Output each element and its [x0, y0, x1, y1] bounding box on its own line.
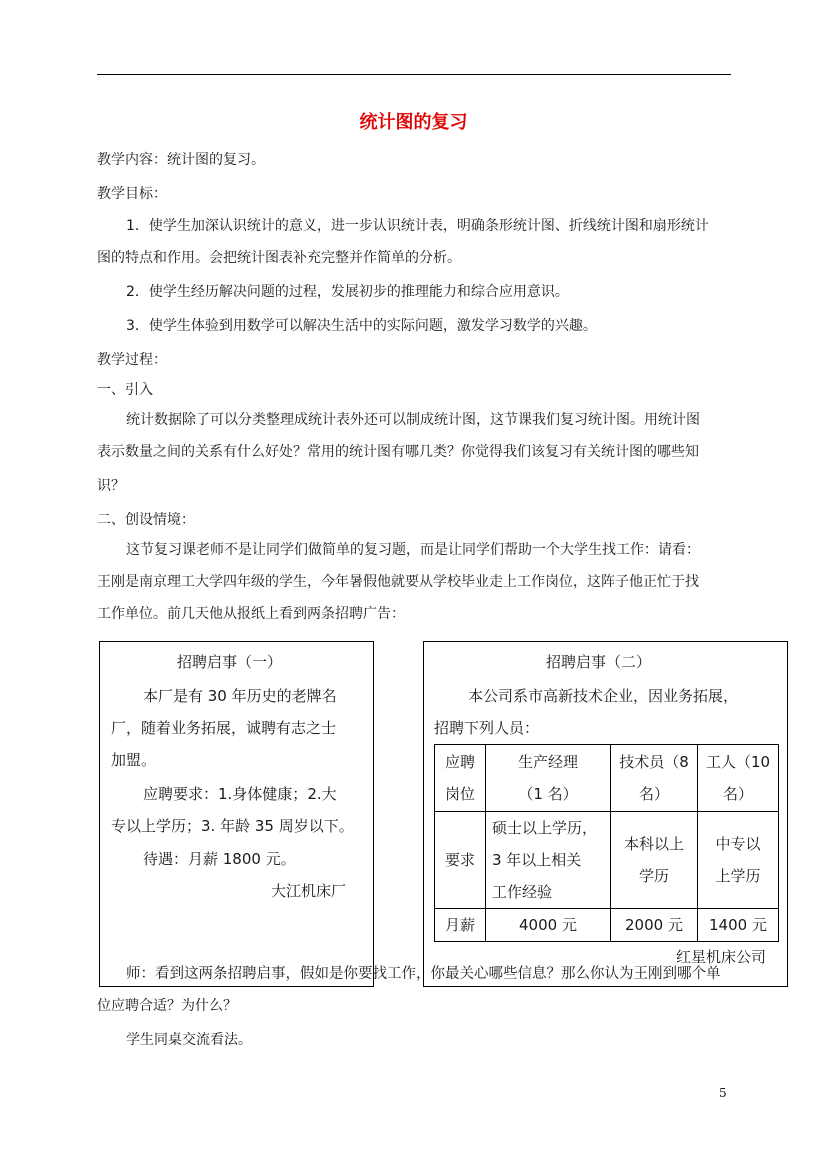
positions-table: [434, 744, 779, 942]
page-title: 统计图的复习: [359, 112, 468, 133]
page-number: 5: [719, 1086, 727, 1100]
header-rule: [97, 74, 731, 75]
job-ad-2-line-1: 本公司系市高新技术企业，因业务拓展，: [468, 687, 739, 705]
job-ad-1-line-2: 厂，随着业务拓展，诚聘有志之士: [111, 719, 337, 737]
table-cell: 技术员（8 名）: [611, 745, 698, 812]
table-row: [435, 909, 779, 942]
job-ad-1-line-4: 应聘要求：1.身体健康；2.大: [143, 785, 337, 803]
intro-line-1: 统计数据除了可以分类整理成统计表外还可以制成统计图，这节课我们复习统计图。用统计图: [126, 412, 700, 428]
table-cell: 月薪: [435, 909, 486, 942]
table-cell: 中专以 上学历: [698, 812, 779, 909]
job-ad-1-line-6: 待遇：月薪 1800 元。: [143, 850, 296, 868]
section-1-heading: 一、引入: [97, 382, 153, 398]
job-ad-1-line-1: 本厂是有 30 年历史的老牌名: [143, 687, 337, 705]
table-cell: 要求: [435, 812, 486, 909]
goal-3: 3．使学生体验到用数学可以解决生活中的实际问题，激发学习数学的兴趣。: [126, 318, 597, 334]
job-ad-2-line-2: 招聘下列人员：: [434, 719, 540, 737]
table-cell: 2000 元: [611, 909, 698, 942]
scene-line-1: 这节复习课老师不是让同学们做简单的复习题，而是让同学们帮助一个大学生找工作：请看：: [126, 542, 700, 558]
table-row: [435, 745, 779, 812]
scene-line-3: 工作单位。前几天他从报纸上看到两条招聘广告：: [97, 606, 405, 622]
table-cell: 应聘 岗位: [435, 745, 486, 812]
table-cell: 4000 元: [486, 909, 611, 942]
goal-1-line-1: 1．使学生加深认识统计的意义，进一步认识统计表，明确条形统计图、折线统计图和扇形统计: [126, 218, 709, 234]
intro-line-2: 表示数量之间的关系有什么好处？常用的统计图有哪几类？你觉得我们该复习有关统计图的哪些知: [97, 444, 699, 460]
job-ad-2-signature: 红星机床公司: [676, 948, 767, 966]
table-cell: 生产经理 （1 名）: [486, 745, 611, 812]
goals-heading: 教学目标：: [97, 186, 167, 202]
job-ad-1-heading: 招聘启事（一）: [177, 653, 283, 671]
teacher-line-2: 位应聘合适？为什么？: [97, 998, 237, 1014]
job-ad-1-line-5: 专以上学历；3. 年龄 35 周岁以下。: [111, 817, 354, 835]
teacher-line-1: 师：看到这两条招聘启事，假如是你要找工作，你最关心哪些信息？那么你认为王刚到哪个单: [126, 966, 721, 982]
teaching-content: 教学内容：统计图的复习。: [97, 152, 265, 168]
goal-2: 2．使学生经历解决问题的过程，发展初步的推理能力和综合应用意识。: [126, 284, 569, 300]
table-cell: 工人（10 名）: [698, 745, 779, 812]
job-ad-2-heading: 招聘启事（二）: [546, 653, 652, 671]
section-2-heading: 二、创设情境：: [97, 512, 195, 528]
students-line: 学生同桌交流看法。: [126, 1032, 252, 1048]
table-cell: 硕士以上学历， 3 年以上相关 工作经验: [486, 812, 611, 909]
process-heading: 教学过程：: [97, 352, 167, 368]
table-cell: 1400 元: [698, 909, 779, 942]
table-cell: 本科以上 学历: [611, 812, 698, 909]
intro-line-3: 识？: [97, 478, 125, 494]
table-row: [435, 812, 779, 909]
job-ad-1-line-3: 加盟。: [111, 751, 157, 769]
goal-1-line-2: 图的特点和作用。会把统计图表补充完整并作简单的分析。: [97, 250, 461, 266]
scene-line-2: 王刚是南京理工大学四年级的学生，今年暑假他就要从学校毕业走上工作岗位，这阵子他正忙于找: [97, 574, 699, 590]
job-ad-1-signature: 大江机床厂: [271, 882, 347, 900]
